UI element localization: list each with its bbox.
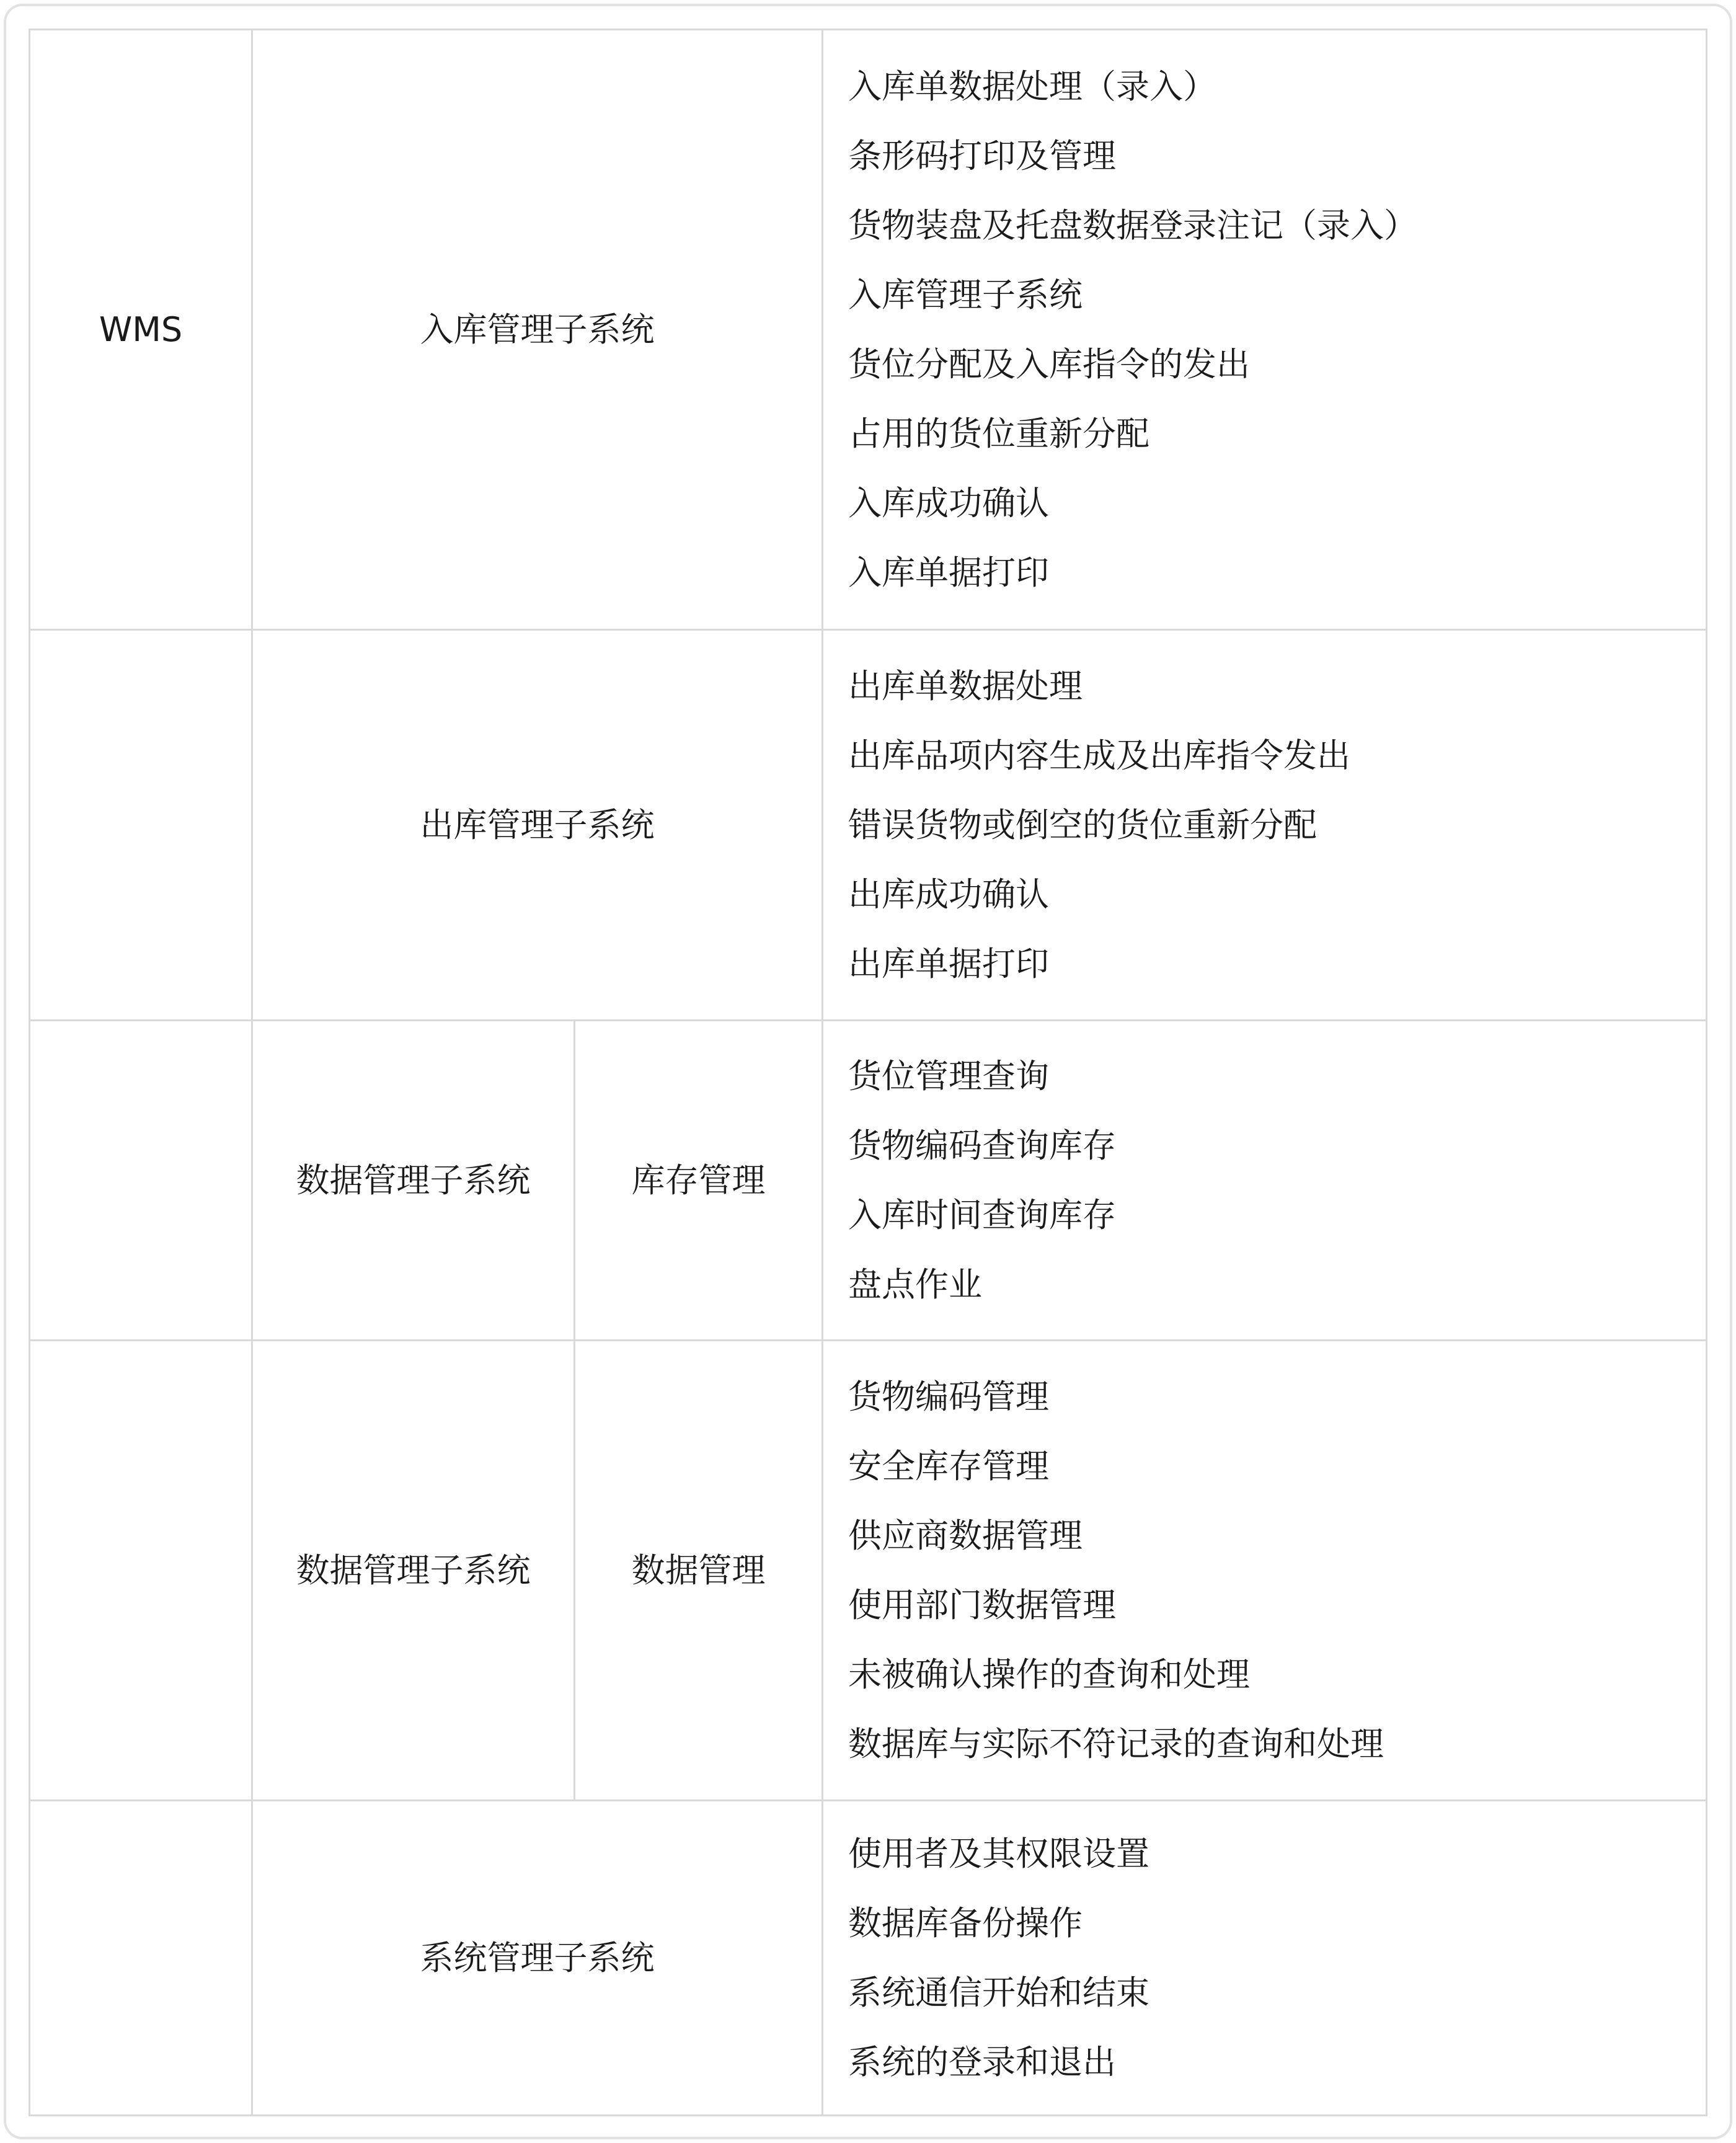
function-list	[823, 1021, 1707, 1341]
list-item: 货物编码查询库存	[848, 1125, 1116, 1165]
subsystem-label: 入库管理子系统	[420, 309, 655, 349]
list-item: 入库单据打印	[848, 552, 1049, 592]
list-item: 数据库备份操作	[848, 1903, 1083, 1943]
table-row	[30, 630, 1707, 1021]
subsystem-cell	[252, 30, 823, 630]
table-row	[30, 1021, 1707, 1341]
function-list	[823, 1341, 1707, 1801]
empty-cell	[30, 1021, 252, 1341]
module-cell	[575, 1341, 823, 1801]
table-row	[30, 1341, 1707, 1801]
empty-cell	[30, 1801, 252, 2116]
list-item: 出库成功确认	[848, 874, 1049, 914]
list-item: 使用部门数据管理	[848, 1585, 1116, 1625]
list-item: 出库单数据处理	[848, 666, 1083, 706]
list-item: 未被确认操作的查询和处理	[848, 1654, 1250, 1694]
list-item: 入库单数据处理（录入）	[848, 66, 1216, 106]
list-item: 货物编码管理	[848, 1377, 1049, 1416]
table-row	[30, 1801, 1707, 2116]
root-label: WMS	[99, 309, 183, 349]
subsystem-label: 出库管理子系统	[420, 805, 655, 845]
module-label: 库存管理	[631, 1160, 766, 1200]
list-item: 出库单据打印	[848, 944, 1049, 983]
empty-cell	[30, 1341, 252, 1801]
subsystem-cell	[252, 1801, 823, 2116]
module-cell	[575, 1021, 823, 1341]
list-item: 入库成功确认	[848, 483, 1049, 523]
empty-cell	[30, 630, 252, 1021]
list-item: 入库管理子系统	[848, 275, 1083, 314]
list-item: 系统的登录和退出	[848, 2042, 1116, 2082]
root-cell	[30, 30, 252, 630]
list-item: 供应商数据管理	[848, 1515, 1083, 1555]
list-item: 条形码打印及管理	[848, 136, 1116, 175]
list-item: 盘点作业	[848, 1264, 982, 1304]
list-item: 出库品项内容生成及出库指令发出	[848, 735, 1350, 775]
list-item: 安全库存管理	[848, 1446, 1049, 1486]
list-item: 货位分配及入库指令的发出	[848, 344, 1250, 384]
subsystem-cell	[252, 630, 823, 1021]
list-item: 使用者及其权限设置	[848, 1834, 1149, 1873]
subsystem-label: 数据管理子系统	[296, 1160, 531, 1200]
list-item: 货位管理查询	[848, 1056, 1049, 1096]
subsystem-label: 数据管理子系统	[296, 1550, 531, 1590]
list-item: 错误货物或倒空的货位重新分配	[848, 805, 1317, 845]
wms-function-table	[29, 29, 1707, 2116]
subsystem-cell	[252, 1021, 575, 1341]
function-list	[823, 1801, 1707, 2116]
module-label: 数据管理	[631, 1550, 766, 1590]
list-item: 货物装盘及托盘数据登录注记（录入）	[848, 205, 1417, 245]
function-list	[823, 30, 1707, 630]
list-item: 入库时间查询库存	[848, 1195, 1116, 1235]
list-item: 数据库与实际不符记录的查询和处理	[848, 1724, 1384, 1764]
subsystem-cell	[252, 1341, 575, 1801]
list-item: 系统通信开始和结束	[848, 1972, 1149, 2012]
list-item: 占用的货位重新分配	[848, 414, 1149, 453]
function-list	[823, 630, 1707, 1021]
table-row	[30, 30, 1707, 630]
subsystem-label: 系统管理子系统	[420, 1938, 655, 1977]
